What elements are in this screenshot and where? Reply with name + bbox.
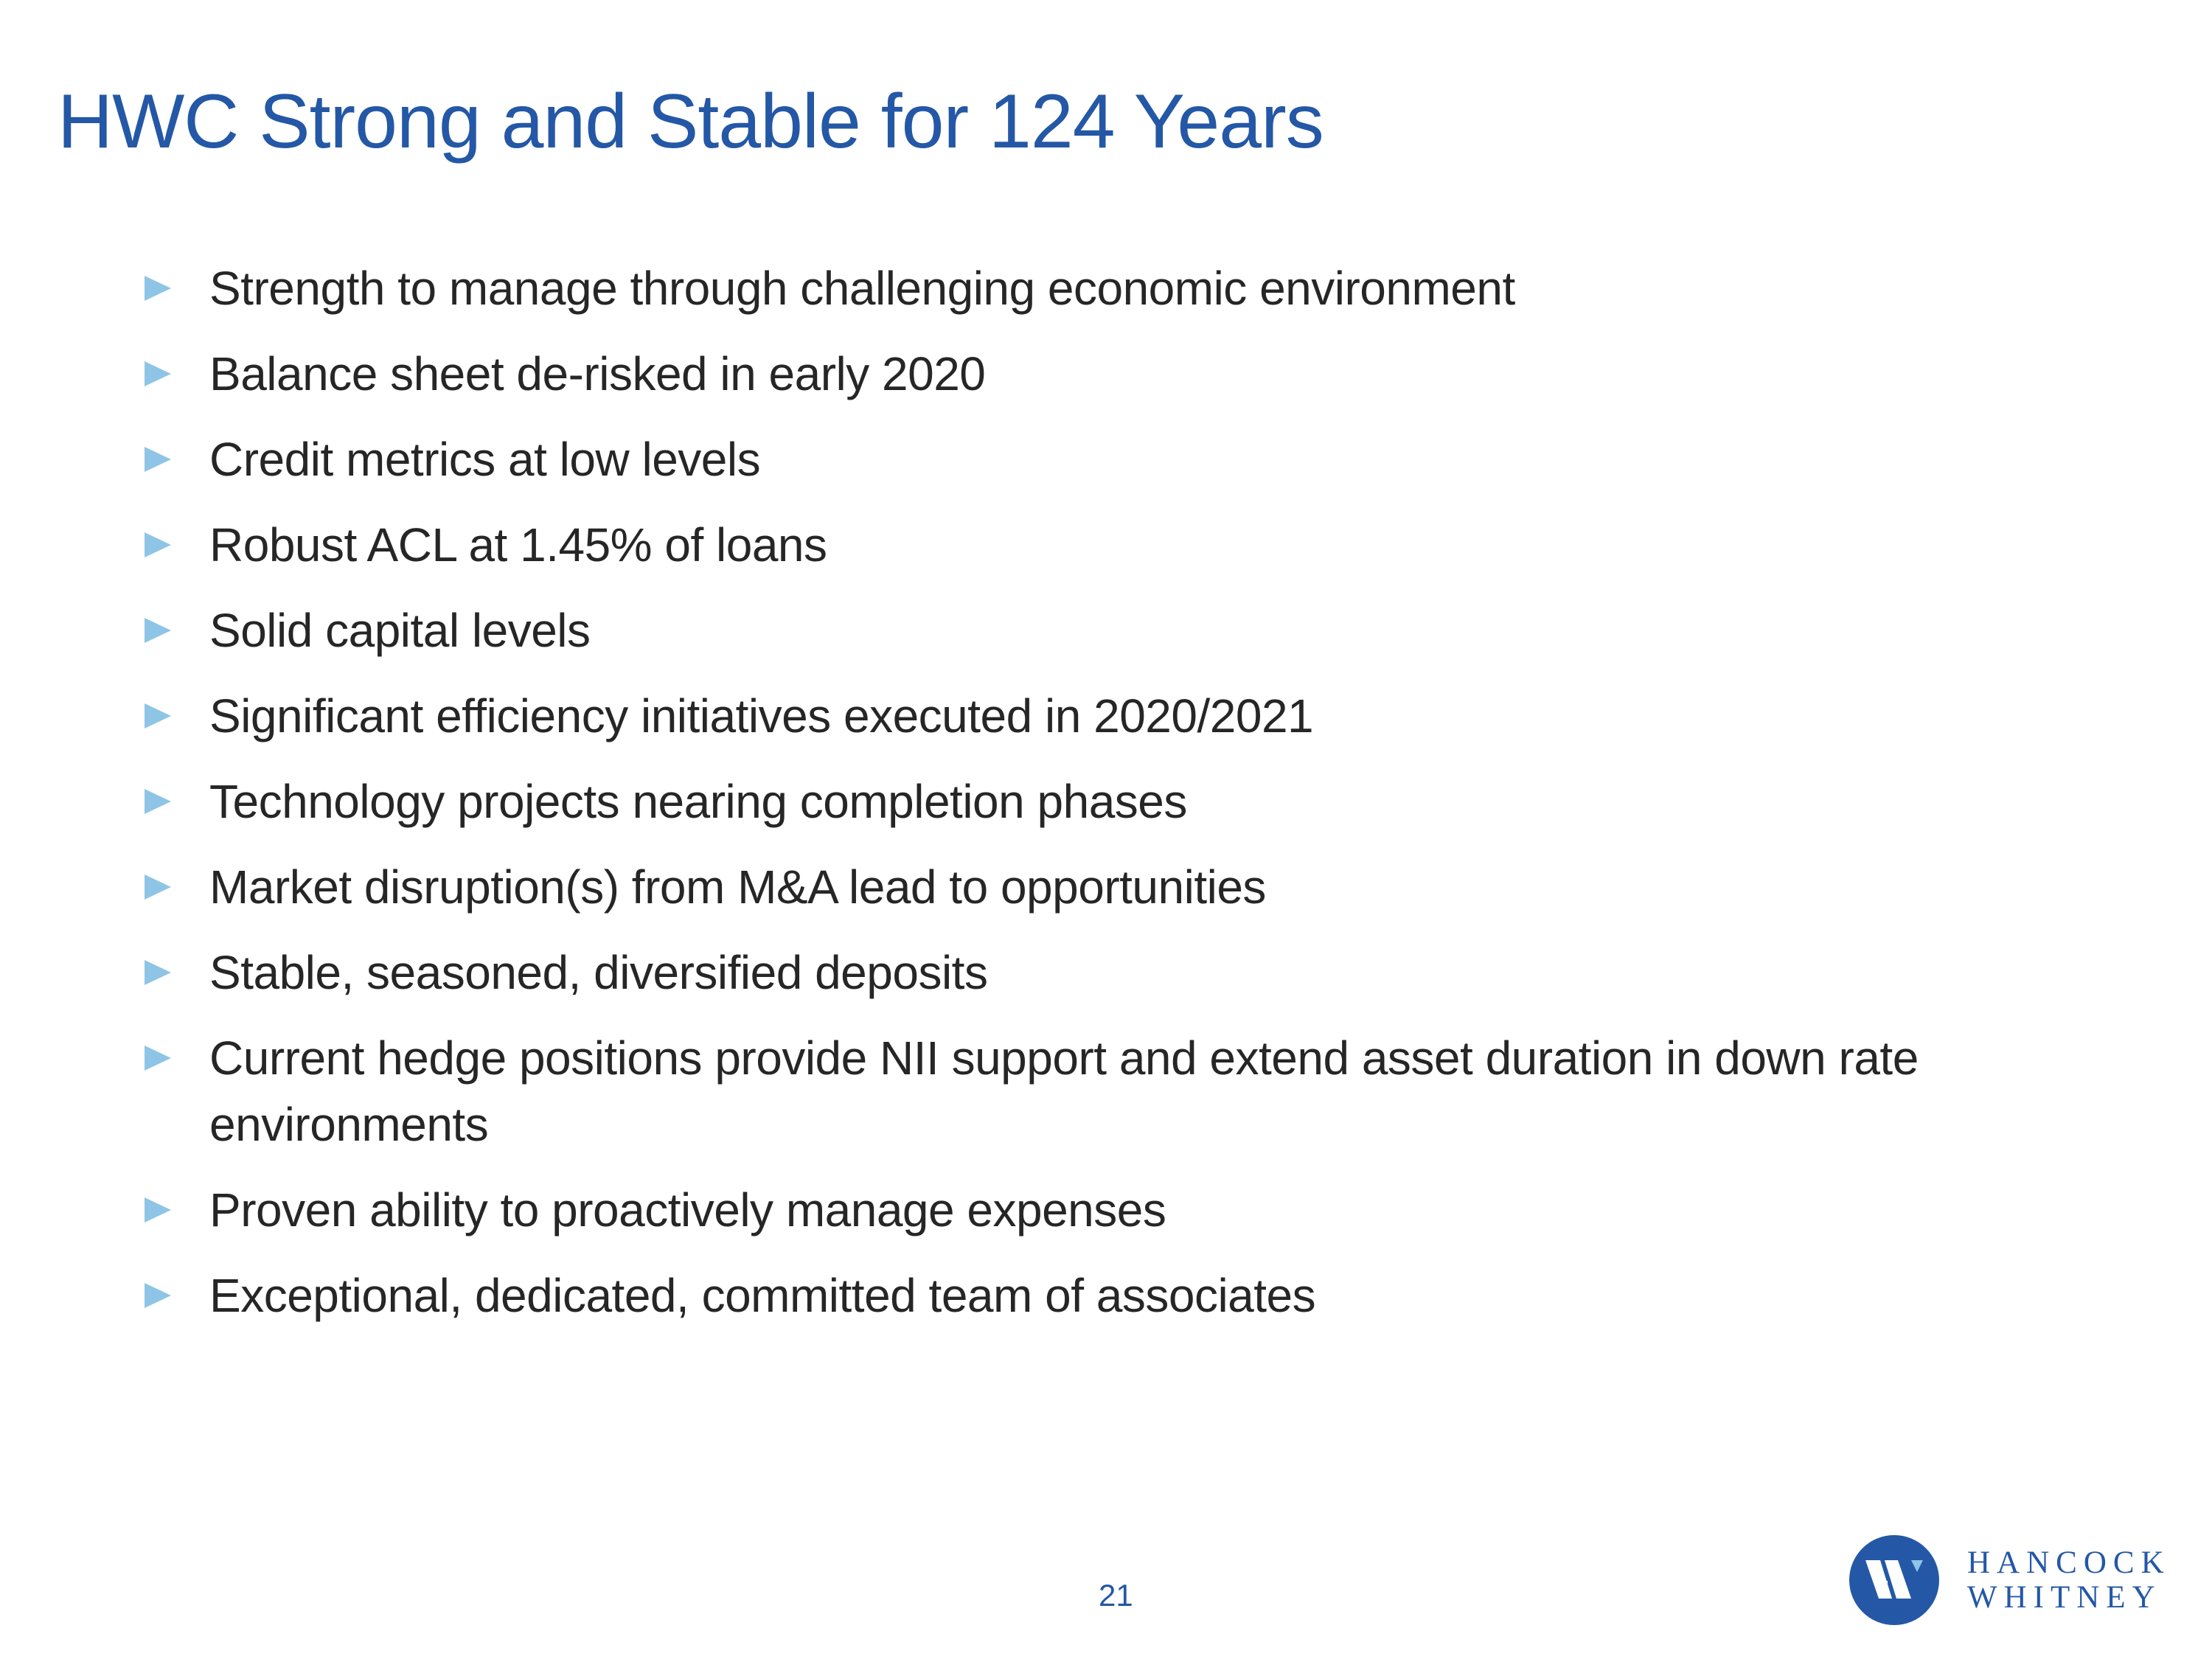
bullet-text: Significant efficiency initiatives executed in 2020/2021 (209, 689, 1314, 742)
bullet-item (145, 854, 2091, 920)
triangle-bullet-icon (145, 618, 171, 643)
bullet-text: Current hedge positions provide NII support and extend asset duration in down rate environments (209, 1032, 1919, 1151)
bullet-text: Proven ability to proactively manage expenses (209, 1183, 1166, 1237)
logo-wordmark (1967, 1545, 2171, 1615)
triangle-bullet-icon (145, 960, 171, 985)
triangle-bullet-icon (145, 789, 171, 814)
bullet-item (145, 426, 2091, 493)
bullet-text: Market disruption(s) from M&A lead to opportunities (209, 860, 1266, 914)
bullet-item (145, 768, 2091, 835)
page-number: 21 (1099, 1578, 1133, 1613)
bullet-text: Balance sheet de-risked in early 2020 (209, 347, 986, 400)
triangle-bullet-icon (145, 447, 171, 472)
bullet-text: Technology projects nearing completion phases (209, 775, 1187, 828)
bullet-text: Strength to manage through challenging economic environment (209, 262, 1515, 315)
bullet-item (145, 597, 2091, 664)
bullet-item (145, 1025, 2091, 1158)
hancock-whitney-logo (1849, 1535, 2171, 1625)
bullet-item (145, 1262, 2091, 1329)
bullet-text: Solid capital levels (209, 604, 591, 657)
bullet-item (145, 512, 2091, 578)
logo-line-2: WHITNEY (1967, 1580, 2162, 1615)
triangle-bullet-icon (145, 276, 171, 301)
triangle-bullet-icon (145, 1283, 171, 1308)
bullet-item (145, 939, 2091, 1006)
bullet-item (145, 341, 2091, 407)
triangle-bullet-icon (145, 532, 171, 557)
triangle-bullet-icon (145, 874, 171, 900)
triangle-bullet-icon (145, 361, 171, 386)
slide-title: HWC Strong and Stable for 124 Years (58, 79, 1324, 164)
triangle-bullet-icon (145, 1046, 171, 1071)
bullet-text: Exceptional, dedicated, committed team of associates (209, 1269, 1316, 1322)
triangle-bullet-icon (145, 1197, 171, 1222)
bullet-list (145, 255, 2091, 1348)
bullet-text: Robust ACL at 1.45% of loans (209, 518, 827, 571)
bullet-item (145, 255, 2091, 321)
logo-line-1: HANCOCK (1967, 1545, 2171, 1580)
triangle-bullet-icon (145, 703, 171, 728)
bullet-item (145, 1177, 2091, 1243)
bullet-item (145, 683, 2091, 749)
hw-mark-glyph-icon (1849, 1535, 1939, 1625)
hw-mark-icon (1849, 1535, 1939, 1625)
bullet-text: Credit metrics at low levels (209, 433, 761, 486)
bullet-text: Stable, seasoned, diversified deposits (209, 946, 988, 999)
